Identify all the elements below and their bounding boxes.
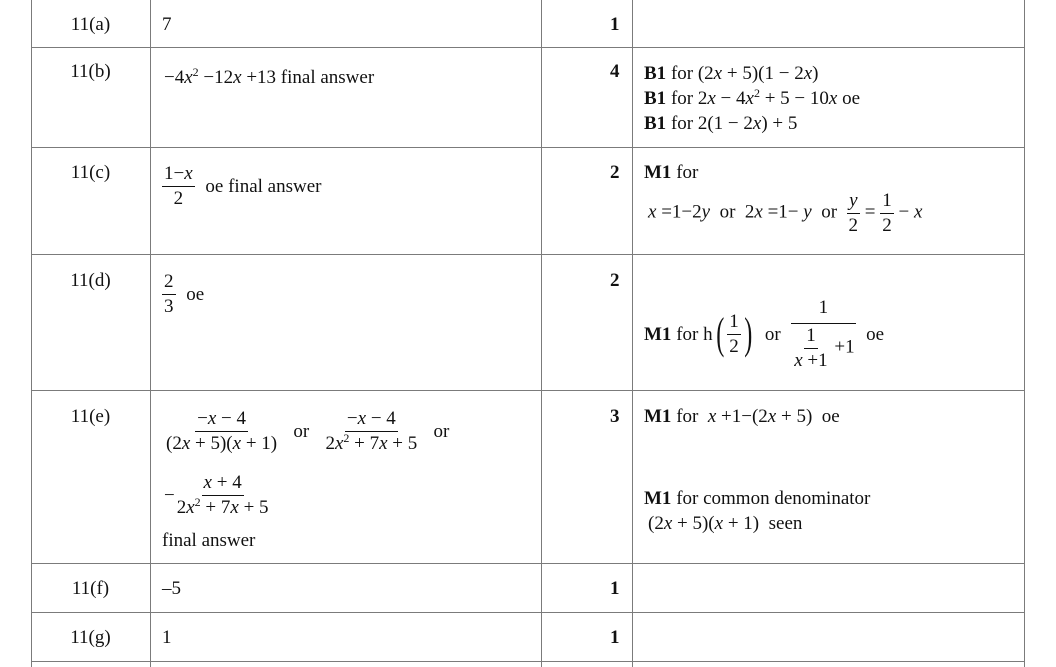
guidance-expression: x +1−(2x + 5) oe [707, 406, 840, 427]
guidance-line [644, 64, 818, 83]
answer-cell [164, 65, 375, 88]
row-border [31, 612, 1025, 613]
guidance-text: for common denominator [676, 488, 871, 509]
marks-cell: 3 [610, 406, 620, 427]
question-number: 11(e) [70, 406, 111, 427]
mark-code: M1 [644, 406, 672, 427]
answer-fraction: $\frac{2}{3}$ [164, 271, 174, 317]
guidance-text: for $2x - 4x^2 + 5 - 10x$ oe [670, 86, 860, 109]
answer-cell [162, 163, 321, 210]
guidance-text: for 2(1 − 2x) + 5 [670, 113, 798, 134]
marks-cell: 1 [610, 627, 620, 648]
mark-code: B1 [644, 63, 667, 84]
marks-cell: 4 [610, 61, 620, 82]
guidance-text: for h [676, 323, 713, 345]
question-number: 11(c) [70, 162, 111, 183]
answer-cell: 7 [162, 14, 172, 35]
question-number: 11(a) [70, 14, 111, 35]
col-border-marks [632, 0, 633, 667]
marks-cell: 2 [610, 270, 620, 291]
guidance-fraction: 1 $\frac{1}{x +1}$ +1 [790, 297, 856, 372]
guidance-line [644, 86, 860, 109]
guidance-expression: (2x + 5)(x + 1) [648, 513, 764, 534]
guidance-text: for [676, 406, 699, 427]
answer-cell: –5 [162, 578, 181, 599]
answer-note: final answer [162, 530, 256, 551]
question-number: 11(g) [70, 627, 111, 648]
guidance-line: M1 for h( $\frac{1}{2}$ ) or 1 $\frac{1}{x +1}$ +1 oe [644, 297, 885, 371]
answer-fraction: $\frac{1-x}{2}$ [164, 163, 193, 209]
guidance-text: seen [768, 513, 803, 534]
guidance-text: for [676, 162, 699, 183]
row-border [31, 563, 1025, 564]
answer-expression: $-4x^2 -12x +13$ [164, 65, 277, 88]
row-border [31, 661, 1025, 662]
answer-expression: − $\frac{x + 4}{2x^2 + 7x + 5}$ [164, 472, 269, 518]
answer-note: oe [186, 283, 205, 305]
answer-cell [162, 271, 204, 318]
guidance-expression: x =1−2y or 2x =1− y or $\frac{y}{2}$ = $\frac{1}{2}$ − x [648, 190, 923, 236]
marks-cell: 2 [610, 162, 620, 183]
answer-expression: $\frac{-x - 4}{(2x + 5)(x + 1)}$ or $\frac{-x - 4}{2x^2 + 7x + 5}$ or [166, 408, 450, 454]
mark-code: M1 [644, 488, 672, 509]
col-border-right [1024, 0, 1025, 667]
question-number: 11(b) [70, 61, 111, 82]
answer-note: oe final answer [205, 175, 322, 197]
row-border [31, 47, 1025, 48]
col-border-question [150, 0, 151, 667]
guidance-line [644, 407, 840, 426]
marks-cell: 1 [610, 578, 620, 599]
question-number: 11(d) [70, 270, 111, 291]
guidance-line [644, 114, 797, 133]
guidance-line [644, 489, 870, 508]
answer-note: final answer [280, 67, 375, 88]
mark-code: M1 [644, 323, 672, 345]
row-border [31, 147, 1025, 148]
mark-code: B1 [644, 113, 667, 134]
guidance-text: for (2x + 5)(1 − 2x) [670, 63, 819, 84]
marks-cell: 1 [610, 14, 620, 35]
col-border-left [31, 0, 32, 667]
row-border [31, 390, 1025, 391]
col-border-answer [541, 0, 542, 667]
mark-code: B1 [644, 88, 667, 109]
mark-code: M1 [644, 162, 672, 183]
guidance-line [648, 514, 802, 533]
answer-cell: 1 [162, 627, 172, 648]
row-border [31, 254, 1025, 255]
guidance-line [644, 163, 698, 182]
question-number: 11(f) [71, 578, 110, 599]
